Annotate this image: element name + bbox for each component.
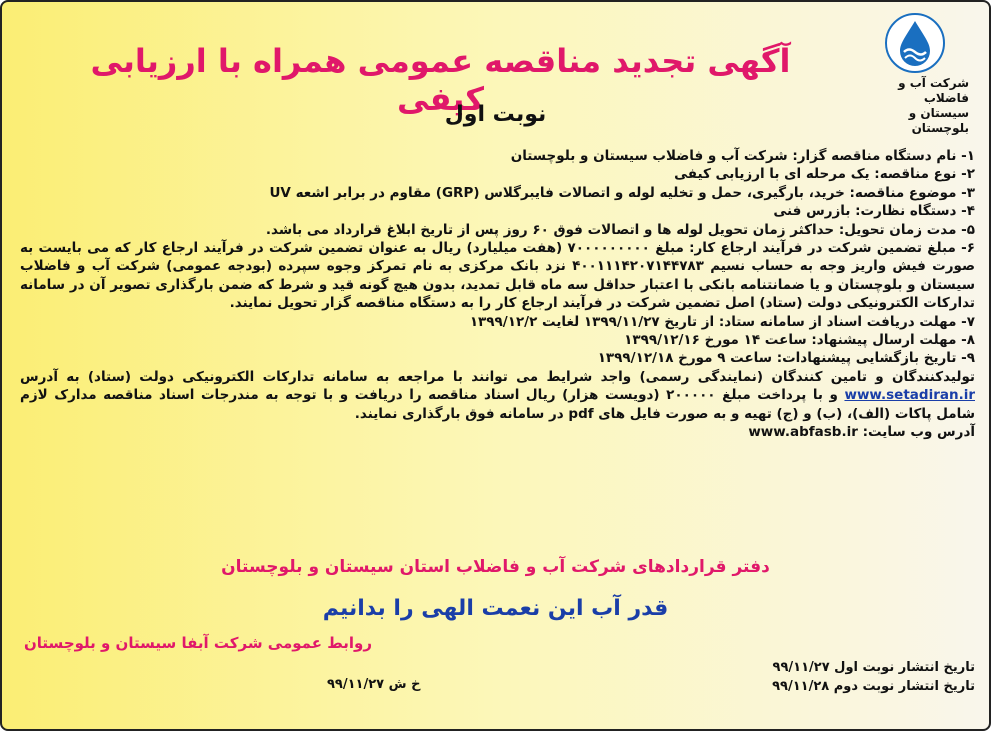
item-guarantee: ۶- مبلغ تضمین شرکت در فرآیند ارجاع کار: مبلغ ۷۰۰۰۰۰۰۰۰۰ (هفت میلیارد) ریال به عنوان تضمین شرکت در فرآیند ارجاع کار که می بایست به صورت فیش واریز وجه به حساب نسیم ۴۰۰۱۱۱۴۲۰۷۱۴۴۷۸۳ نزد بانک مرکزی به نام تمرکز وجوه سپرده (بودجه عمومی) شرکت آب و فاضلاب سیستان و بلوچستان و یا ضمانتنامه بانکی با اعتبار حداقل سه ماه قابل تمدید، بدون هیچ گونه قید و شرط که ضمن بارگذاری تصویر آن در سامانه تدارکات الکترونیکی دولت (ستاد) اصل تضمین شرکت در فرآیند ارجاع کار را به دستگاه مناقصه گزار تحویل نمایند. xyxy=(20,240,975,312)
notice-items xyxy=(20,147,975,442)
item-submission-deadline: ۸- مهلت ارسال پیشنهاد: ساعت ۱۴ مورخ ۱۳۹۹/۱۲/۱۶ xyxy=(624,332,975,349)
item-subject: ۳- موضوع مناقصه: خرید، بارگیری، حمل و تخلیه لوله و اتصالات فایبرگلاس (GRP) مقاوم در برابر اشعه UV xyxy=(269,184,975,201)
setadiran-link[interactable]: www.setadiran.ir xyxy=(844,387,975,404)
pub-date-first: تاریخ انتشار نوبت اول ۹۹/۱۱/۲۷ xyxy=(772,660,975,675)
website-label: آدرس وب سایت: xyxy=(862,424,975,441)
notice-text-before: تولیدکنندگان و تامین کنندگان (نمایندگی رسمی) واجد شرایط می توانند با مراجعه به سامانه تدارکات الکترونیکی دولت (ستاد) به آدرس xyxy=(20,368,975,385)
water-drop-logo-icon xyxy=(884,12,946,74)
org-name-line2: سیستان و بلوچستان xyxy=(908,106,969,135)
notice-text-after: و با پرداخت مبلغ ۲۰۰۰۰۰ (دویست هزار) ریال اسناد مناقصه را دریافت و با توجه به مندرجات اسناد مناقصه مدارک لازم شامل پاکات (الف)، (ب) و (ج) تهیه و به صورت فایل های pdf در سامانه فوق بارگذاری نمایند. xyxy=(20,387,975,422)
website-url[interactable]: www.abfasb.ir xyxy=(748,424,858,441)
notice-round: نوبت اول xyxy=(444,102,547,127)
item-supervisor: ۴- دستگاه نظارت: بازرس فنی xyxy=(773,203,975,220)
org-name-line1: شرکت آب و فاضلاب xyxy=(898,76,969,105)
ad-code: خ ش ۹۹/۱۱/۲۷ xyxy=(327,677,421,692)
contracts-office: دفتر قراردادهای شرکت آب و فاضلاب استان سیستان و بلوچستان xyxy=(221,557,770,577)
publication-dates xyxy=(772,658,975,696)
notice-paragraph xyxy=(20,368,975,423)
notice-title: آگهی تجدید مناقصه عمومی همراه با ارزیابی کیفی xyxy=(90,42,791,118)
item-document-deadline: ۷- مهلت دریافت اسناد از سامانه ستاد: از تاریخ ۱۳۹۹/۱۱/۲۷ لغایت ۱۳۹۹/۱۲/۲ xyxy=(469,313,975,330)
water-motto: قدر آب این نعمت الهی را بدانیم xyxy=(322,596,669,621)
pub-date-second: تاریخ انتشار نوبت دوم ۹۹/۱۱/۲۸ xyxy=(772,679,975,694)
item-delivery-time: ۵- مدت زمان تحویل: حداکثر زمان تحویل لوله ها و اتصالات فوق ۶۰ روز پس از تاریخ ابلاغ قرارداد می باشد. xyxy=(265,221,975,238)
public-relations: روابط عمومی شرکت آبفا سیستان و بلوچستان xyxy=(24,634,372,652)
item-organizer: ۱- نام دستگاه مناقصه گزار: شرکت آب و فاضلاب سیستان و بلوچستان xyxy=(510,148,975,164)
website-line xyxy=(20,423,975,441)
item-tender-type: ۲- نوع مناقصه: یک مرحله ای با ارزیابی کیفی xyxy=(674,166,975,183)
item-opening-date: ۹- تاریخ بازگشایی پیشنهادات: ساعت ۹ مورخ ۱۳۹۹/۱۲/۱۸ xyxy=(597,350,975,367)
